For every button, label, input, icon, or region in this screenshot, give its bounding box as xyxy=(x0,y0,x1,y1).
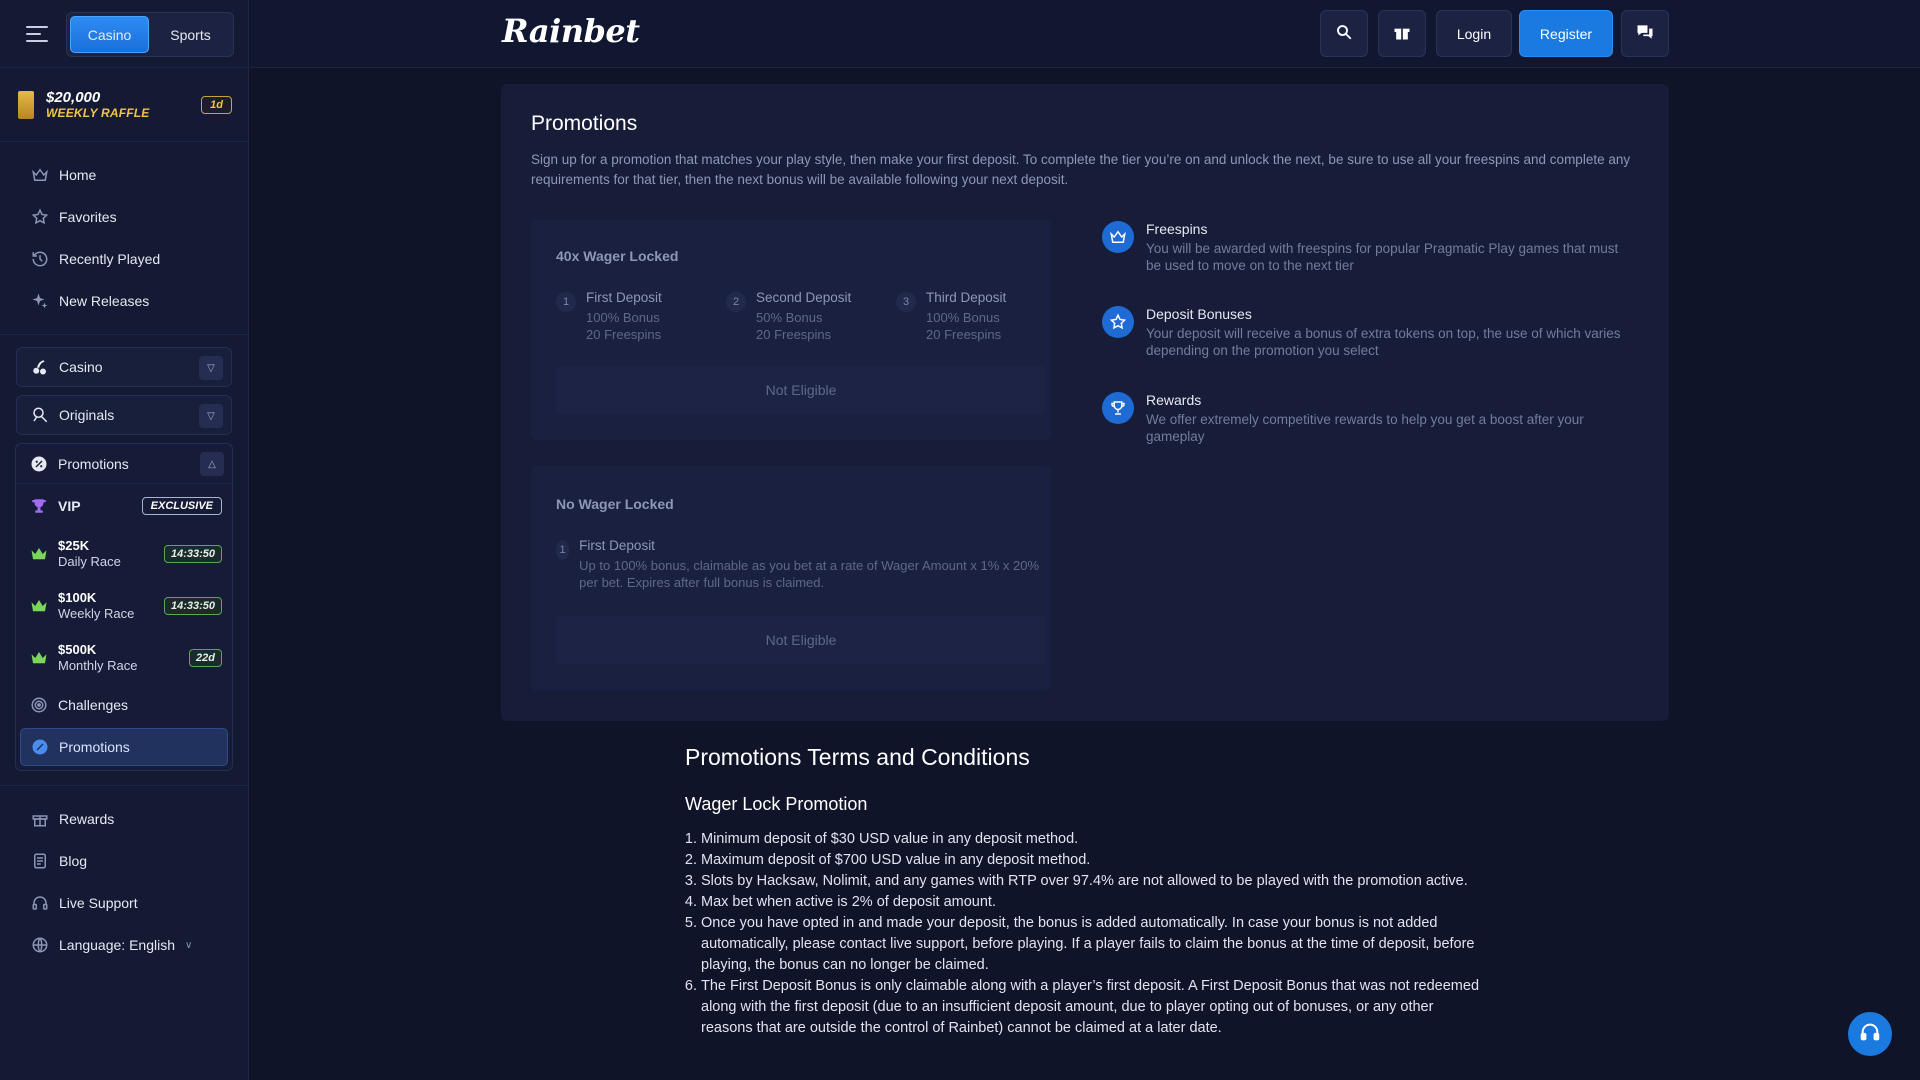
raffle-countdown-badge: 1d xyxy=(201,96,232,114)
section-promotions-label: Promotions xyxy=(58,455,129,472)
history-icon xyxy=(31,250,49,268)
race-crown-icon xyxy=(30,597,48,615)
nav-rewards[interactable] xyxy=(0,798,248,840)
nav-new-releases-label: New Releases xyxy=(59,293,150,309)
promo-vip[interactable] xyxy=(16,484,232,528)
weekly-raffle-banner[interactable] xyxy=(0,68,248,142)
section-nav xyxy=(0,335,248,771)
terms-item: 6. The First Deposit Bonus is only claimable along with a player’s first deposit. A First Deposit Bonus that was not redeemed along with the first deposit (due to an insufficient deposit amount, due to player opting out of bonuses, or any other reasons that are outside the control of Rainbet) cannot be claimed at a later date. xyxy=(701,976,1485,1039)
sparkle-icon xyxy=(31,292,49,310)
monthly-race-name: Monthly Race xyxy=(58,658,138,673)
deposit-spins: 20 Freespins xyxy=(586,327,662,342)
step-number: 1 xyxy=(556,292,576,312)
step-number: 1 xyxy=(556,540,569,560)
terms-subtitle: Wager Lock Promotion xyxy=(685,794,868,814)
chat-button[interactable] xyxy=(1621,10,1669,57)
deposit-description: Up to 100% bonus, claimable as you bet at a rate of Wager Amount x 1% x 20% per bet. Expires after full bonus is claimed. xyxy=(579,558,1040,590)
vip-trophy-icon xyxy=(30,497,48,515)
login-button[interactable]: Login xyxy=(1436,10,1512,57)
not-eligible-button[interactable]: Not Eligible xyxy=(556,616,1046,664)
gift-button[interactable] xyxy=(1378,10,1426,57)
live-support-button[interactable] xyxy=(1848,1012,1892,1056)
crown-icon xyxy=(1102,221,1134,253)
raffle-label: WEEKLY RAFFLE xyxy=(46,106,150,120)
daily-race-timer: 14:33:50 xyxy=(164,545,222,563)
rainbet-logo[interactable]: Rainbet xyxy=(502,12,640,50)
nav-home[interactable] xyxy=(0,154,248,196)
headset-icon xyxy=(1859,1021,1881,1048)
tier-title: No Wager Locked xyxy=(556,496,674,512)
nav-rewards-label: Rewards xyxy=(59,811,115,827)
monthly-race-timer: 22d xyxy=(189,649,222,667)
daily-race-amount: $25K xyxy=(58,538,90,553)
deposit-step xyxy=(726,290,851,343)
deposit-step xyxy=(556,538,1046,591)
tier-title: 40x Wager Locked xyxy=(556,248,679,264)
globe-icon xyxy=(31,936,49,954)
promo-promotions-active[interactable] xyxy=(20,728,228,766)
chevron-down-icon[interactable]: ▽ xyxy=(199,404,223,428)
promo-weekly-race[interactable] xyxy=(16,580,232,632)
mode-switch xyxy=(66,12,234,57)
step-number: 3 xyxy=(896,292,916,312)
feature-description: We offer extremely competitive rewards to help you get a boost after your gameplay xyxy=(1146,412,1584,444)
deposit-step xyxy=(896,290,1006,343)
feature-deposit-bonuses xyxy=(1102,306,1632,359)
feature-rewards xyxy=(1102,392,1632,445)
deposit-bonus: 50% Bonus xyxy=(756,310,823,325)
casino-mode-button[interactable]: Casino xyxy=(70,16,149,53)
terms-item: 5. Once you have opted in and made your deposit, the bonus is added automatically. In case your bonus is not added automatically, please contact live support, before playing. If a player fails to claim the bonus at the time of deposit, before playing, the bonus can no longer be claimed. xyxy=(701,913,1485,976)
deposit-title: First Deposit xyxy=(579,538,655,553)
promotions-header[interactable] xyxy=(16,444,232,484)
nav-favorites[interactable] xyxy=(0,196,248,238)
nav-live-support-label: Live Support xyxy=(59,895,138,911)
deposit-title: Third Deposit xyxy=(926,290,1007,305)
nav-favorites-label: Favorites xyxy=(59,209,117,225)
nav-home-label: Home xyxy=(59,167,97,183)
sidebar xyxy=(0,0,249,1080)
trophy-icon xyxy=(1102,392,1134,424)
originals-icon xyxy=(31,406,49,424)
nav-recently-played[interactable] xyxy=(0,238,248,280)
feature-description: Your deposit will receive a bonus of extra tokens on top, the use of which varies depending on the promotion you select xyxy=(1146,326,1621,358)
language-selector[interactable] xyxy=(0,924,248,966)
feature-deposit-bonuses-text xyxy=(1146,306,1632,359)
section-originals[interactable] xyxy=(16,395,232,435)
race-crown-icon xyxy=(30,545,48,563)
gift-icon xyxy=(1392,22,1412,45)
weekly-race-amount: $100K xyxy=(58,590,97,605)
terms-item: 4. Max bet when active is 2% of deposit amount. xyxy=(701,892,1485,913)
register-button[interactable]: Register xyxy=(1519,10,1613,57)
deposit-step-text xyxy=(586,290,662,343)
race-crown-icon xyxy=(30,649,48,667)
target-icon xyxy=(30,696,48,714)
terms-item: 2. Maximum deposit of $700 USD value in any deposit method. xyxy=(701,850,1485,871)
nav-new-releases[interactable] xyxy=(0,280,248,322)
weekly-race-name: Weekly Race xyxy=(58,606,135,621)
feature-rewards-text xyxy=(1146,392,1632,445)
weekly-race-text xyxy=(58,590,134,622)
daily-race-name: Daily Race xyxy=(58,554,121,569)
crown-icon xyxy=(31,166,49,184)
sports-mode-button[interactable]: Sports xyxy=(170,26,211,43)
feature-freespins xyxy=(1102,221,1632,274)
search-button[interactable] xyxy=(1320,10,1368,57)
terms-list xyxy=(685,829,1485,1039)
step-number: 2 xyxy=(726,292,746,312)
challenges-label: Challenges xyxy=(58,697,129,713)
deposit-spins: 20 Freespins xyxy=(926,327,1002,342)
star-icon xyxy=(1102,306,1134,338)
deposit-title: First Deposit xyxy=(586,290,662,305)
terms-item: 1. Minimum deposit of $30 USD value in any deposit method. xyxy=(701,829,1485,850)
deposit-spins: 20 Freespins xyxy=(756,327,832,342)
nav-blog[interactable] xyxy=(0,840,248,882)
secondary-nav xyxy=(0,785,248,966)
vip-exclusive-badge: EXCLUSIVE xyxy=(142,497,222,515)
feature-title: Freespins xyxy=(1146,221,1208,237)
section-casino[interactable] xyxy=(16,347,232,387)
terms-section xyxy=(685,744,1485,1039)
section-casino-label: Casino xyxy=(59,359,103,375)
monthly-race-amount: $500K xyxy=(58,642,97,657)
not-eligible-button[interactable]: Not Eligible xyxy=(556,366,1046,414)
feature-description: You will be awarded with freespins for popular Pragmatic Play games that must be used to move on to the next tier xyxy=(1146,241,1619,273)
nav-recently-played-label: Recently Played xyxy=(59,251,161,267)
language-label: Language: English xyxy=(59,937,175,953)
tier-40x-wager-locked xyxy=(531,220,1051,440)
tier-no-wager-locked xyxy=(531,466,1051,691)
promo-monthly-race[interactable] xyxy=(16,632,232,684)
chat-icon xyxy=(1635,22,1655,45)
ticket-icon xyxy=(18,91,34,119)
feature-title: Deposit Bonuses xyxy=(1146,306,1252,322)
raffle-amount: $20,000 xyxy=(46,89,101,106)
deposit-step-text xyxy=(926,290,1006,343)
promo-daily-race[interactable] xyxy=(16,528,232,580)
chevron-down-icon: ∨ xyxy=(185,939,193,951)
page-description: Sign up for a promotion that matches your play style, then make your first deposit. To complete the tier you’re on and unlock the next, be sure to use all your freespins and complete any requirements for that tier, then the next bonus will be available following your next deposit. xyxy=(531,152,1631,187)
section-originals-label: Originals xyxy=(59,407,115,423)
promotions-card xyxy=(501,84,1669,721)
nav-blog-label: Blog xyxy=(59,853,88,869)
search-icon xyxy=(1335,23,1353,44)
section-promotions xyxy=(15,443,233,771)
page-title: Promotions xyxy=(531,112,638,135)
terms-title: Promotions Terms and Conditions xyxy=(685,744,1030,770)
gift-icon xyxy=(31,810,49,828)
promo-challenges[interactable] xyxy=(16,684,232,726)
hamburger-menu-icon[interactable] xyxy=(26,26,48,42)
deposit-step xyxy=(556,290,662,343)
vip-label: VIP xyxy=(58,498,81,514)
deposit-title: Second Deposit xyxy=(756,290,852,305)
monthly-race-text xyxy=(58,642,137,674)
deposit-step-text xyxy=(579,538,1046,591)
star-icon xyxy=(31,208,49,226)
primary-nav xyxy=(0,142,248,335)
promotion-badge-icon xyxy=(31,738,49,756)
chevron-down-icon[interactable]: ▽ xyxy=(199,356,223,380)
deposit-step-text xyxy=(756,290,851,343)
promotions-sub-label: Promotions xyxy=(59,739,130,755)
headset-icon xyxy=(31,894,49,912)
raffle-text xyxy=(46,89,150,120)
terms-item: 3. Slots by Hacksaw, Nolimit, and any games with RTP over 97.4% are not allowed to be played with the promotion active. xyxy=(701,871,1485,892)
cherries-icon xyxy=(31,358,49,376)
promotion-badge-icon xyxy=(30,455,48,473)
feature-title: Rewards xyxy=(1146,392,1202,408)
document-icon xyxy=(31,852,49,870)
nav-live-support[interactable] xyxy=(0,882,248,924)
topbar xyxy=(250,0,1920,68)
deposit-bonus: 100% Bonus xyxy=(926,310,1000,325)
chevron-up-icon[interactable]: △ xyxy=(200,452,224,476)
weekly-race-timer: 14:33:50 xyxy=(164,597,222,615)
deposit-bonus: 100% Bonus xyxy=(586,310,660,325)
feature-freespins-text xyxy=(1146,221,1632,274)
daily-race-text xyxy=(58,538,121,570)
